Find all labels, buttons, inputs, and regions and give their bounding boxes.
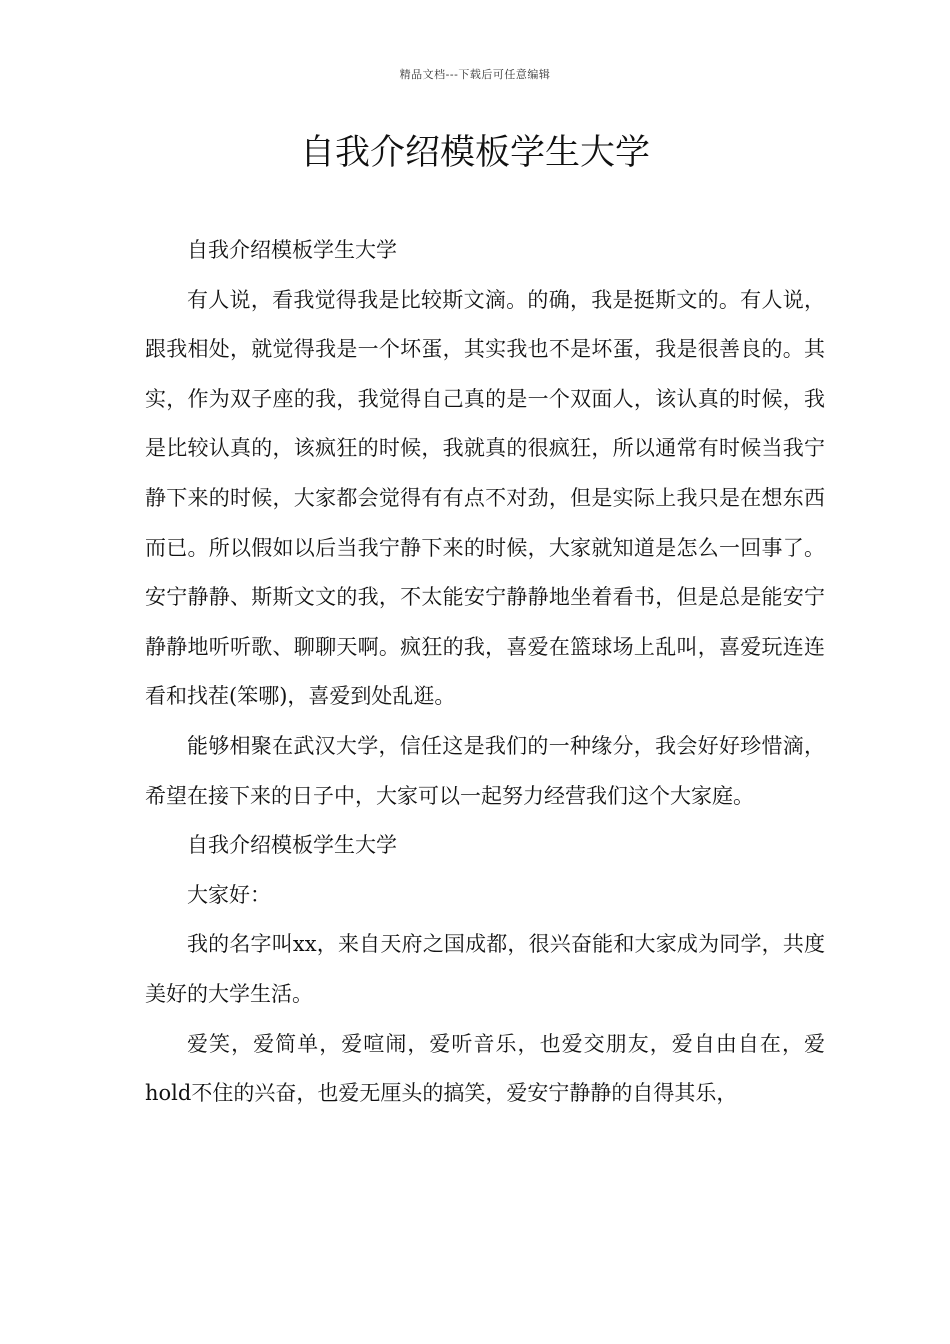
paragraph-university: 能够相聚在武汉大学，信任这是我们的一种缘分，我会好好珍惜滴，希望在接下来的日子中，大家可以一起努力经营我们这个大家庭。 [145,733,825,808]
paragraph-greeting: 大家好： [187,882,271,907]
paragraph-subtitle-2: 自我介绍模板学生大学 [187,833,397,858]
paragraph-hobbies: 爱笑，爱简单，爱喧闹，爱听音乐，也爱交朋友，爱自由自在，爱hold不住的兴奋，也爱无厘头的搞笑，爱安宁静静的自得其乐， [145,1031,825,1106]
document-body [145,226,825,1119]
paragraph-name-intro: 我的名字叫xx，来自天府之国成都，很兴奋能和大家成为同学，共度美好的大学生活。 [145,932,825,1006]
header-note: 精品文档---下载后可任意编辑 [399,68,551,81]
paragraph-personality: 有人说，看我觉得我是比较斯文滴。的确，我是挺斯文的。有人说，跟我相处，就觉得我是一个坏蛋，其实我也不是坏蛋，我是很善良的。其实，作为双子座的我，我觉得自己真的是一个双面人，该认真的时候，我是比较认真的，该疯狂的时候，我就真的很疯狂，所以通常有时候当我宁静下来的时候，大家都会觉得有有点不对劲，但是实际上我只是在想东西而已。所以假如以后当我宁静下来的时候，大家就知道是怎么一回事了。安宁静静、斯斯文文的我，不太能安宁静静地坐着看书，但是总是能安宁静静地听听歌、聊聊天啊。疯狂的我，喜爱在篮球场上乱叫，喜爱玩连连看和找茬(笨哪)，喜爱到处乱逛。 [145,287,825,709]
paragraph-subtitle-1: 自我介绍模板学生大学 [187,238,397,262]
document-title: 自我介绍模板学生大学 [299,133,650,173]
